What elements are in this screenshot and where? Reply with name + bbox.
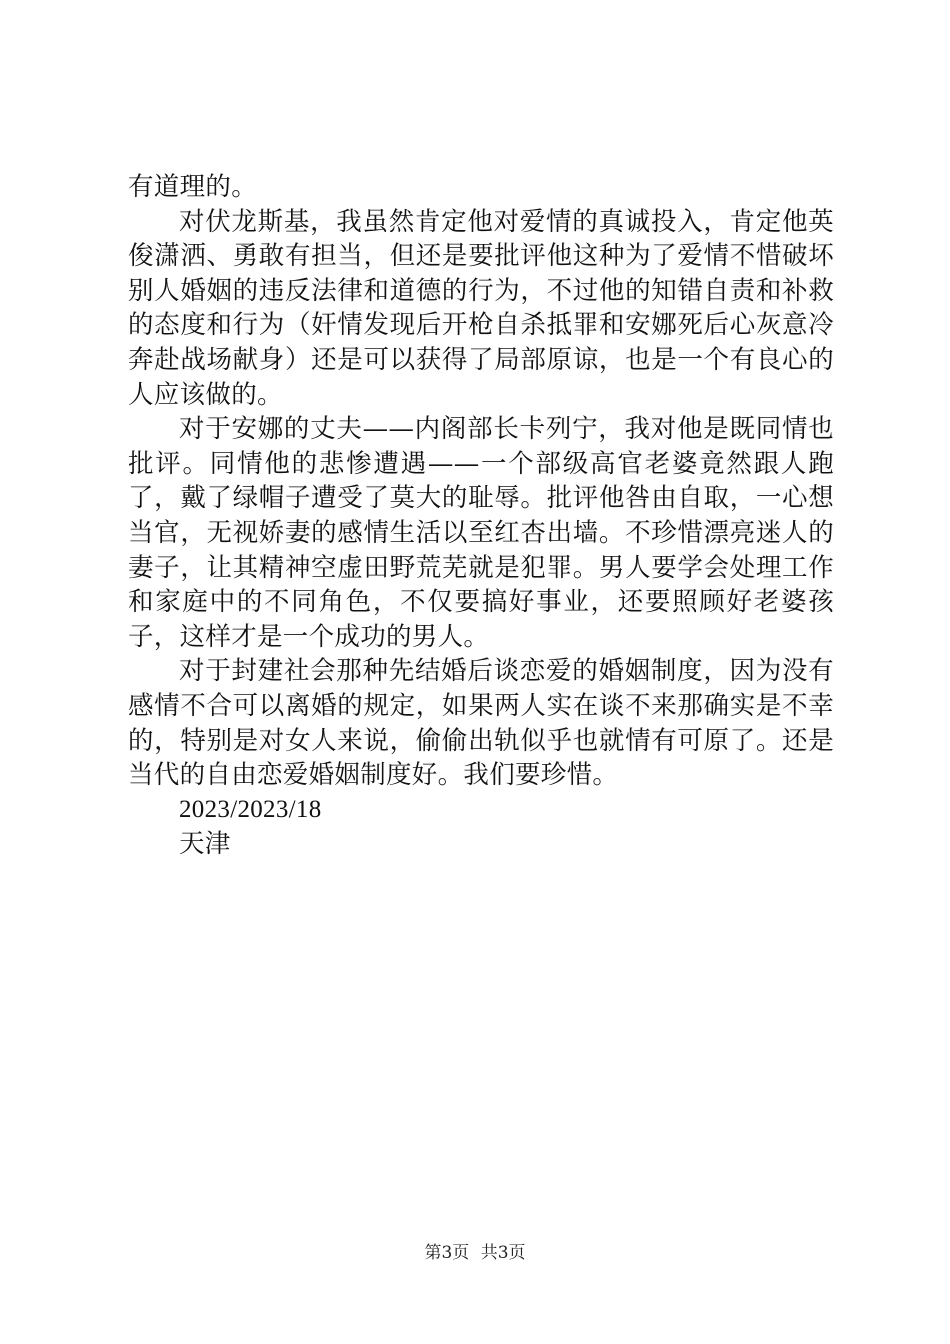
document-body xyxy=(128,170,834,862)
page-footer xyxy=(0,1241,950,1265)
paragraph-karenin: 对于安娜的丈夫——内阁部长卡列宁，我对他是既同情也批评。同情他的悲惨遭遇——一个部级高官老婆竟然跟人跑了，戴了绿帽子遭受了莫大的耻辱。批评他咎由自取，一心想当官，无视娇妻的感情生活以至红杏出墙。不珍惜漂亮迷人的妻子，让其精神空虚田野荒芜就是犯罪。男人要学会处理工作和家庭中的不同角色，不仅要搞好事业，还要照顾好老婆孩子，这样才是一个成功的男人。 xyxy=(128,414,834,652)
paragraph-vronsky: 对伏龙斯基，我虽然肯定他对爱情的真诚投入，肯定他英俊潇洒、勇敢有担当，但还是要批评他这种为了爱情不惜破坏别人婚姻的违反法律和道德的行为，不过他的知错自责和补救的态度和行为（奸情发现后开枪自杀抵罪和安娜死后心灰意冷奔赴战场献身）还是可以获得了局部原谅，也是一个有良心的人应该做的。 xyxy=(128,206,834,410)
paragraph-continuation: 有道理的。 xyxy=(128,172,258,202)
paragraph-marriage-system: 对于封建社会那种先结婚后谈恋爱的婚姻制度，因为没有感情不合可以离婚的规定，如果两人实在谈不来那确实是不幸的，特别是对女人来说，偷偷出轨似乎也就情有可原了。还是当代的自由恋爱婚姻制度好。我们要珍惜。 xyxy=(128,656,834,791)
page-total: 共3页 xyxy=(480,1243,526,1263)
signature-date: 2023/2023/18 xyxy=(179,795,322,823)
signature-place: 天津 xyxy=(179,829,231,860)
page-number: 第3页 xyxy=(424,1243,470,1263)
